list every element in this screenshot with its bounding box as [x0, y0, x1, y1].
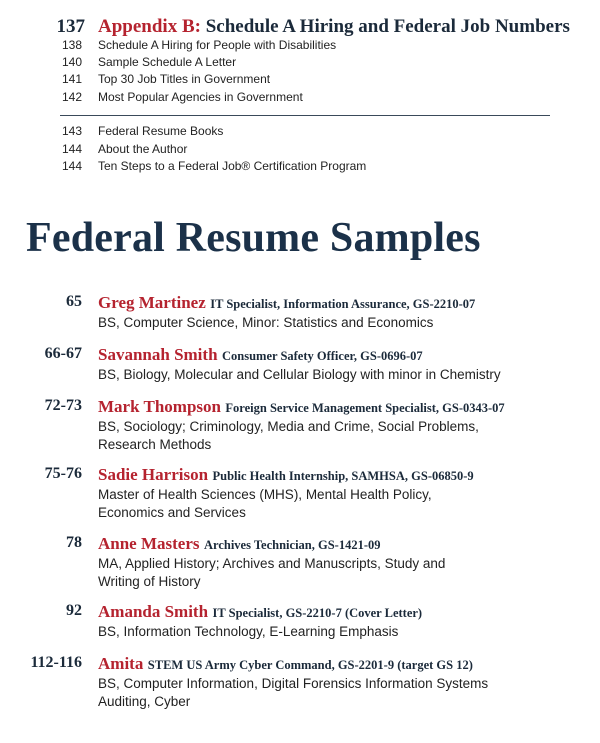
entry-job-title: STEM US Army Cyber Command, GS-2201-9 (target GS 12): [147, 658, 473, 672]
entry-heading: [98, 602, 422, 622]
entry-description: BS, Computer Information, Digital Forensics Information Systems Auditing, Cyber: [98, 676, 489, 709]
toc-item-page: 143: [61, 124, 82, 138]
toc-item-page: 144: [61, 142, 82, 156]
entry-description: BS, Computer Science, Minor: Statistics and Economics: [98, 315, 434, 330]
toc-item[interactable]: [0, 55, 600, 71]
toc-item-text: Federal Resume Books: [98, 124, 224, 138]
entry-page-number: 65: [66, 293, 82, 310]
toc-item[interactable]: [0, 159, 600, 175]
entry-page-number: 75-76: [44, 465, 82, 482]
entry-name: Amanda Smith: [98, 602, 209, 621]
toc-item-page: 141: [61, 72, 82, 86]
entry-heading: [98, 534, 381, 554]
entry-description: BS, Biology, Molecular and Cellular Biology with minor in Chemistry: [98, 367, 501, 382]
toc-item-page: 140: [61, 55, 82, 69]
entry-name: Sadie Harrison: [98, 465, 209, 484]
toc-item-page: 142: [61, 90, 82, 104]
appendix-title-prefix: Appendix B:: [98, 16, 201, 37]
entry-heading: [98, 345, 423, 365]
toc-item[interactable]: [0, 90, 600, 106]
entry-name: Anne Masters: [98, 534, 200, 553]
appendix-heading[interactable]: [0, 14, 600, 38]
toc-item[interactable]: [0, 124, 600, 140]
entry-page-number: 72-73: [44, 397, 82, 414]
toc-item-text: Top 30 Job Titles in Government: [98, 72, 271, 86]
appendix-page-number: 137: [56, 16, 85, 37]
toc-item-page: 138: [61, 38, 82, 52]
entry-heading: [98, 397, 505, 417]
toc-item-text: Sample Schedule A Letter: [98, 55, 237, 69]
toc-item[interactable]: [0, 72, 600, 88]
toc-item-text: Most Popular Agencies in Government: [98, 90, 303, 104]
entry-page-number: 66-67: [44, 345, 82, 362]
section-title: Federal Resume Samples: [26, 215, 481, 261]
entry-job-title: Foreign Service Management Specialist, GS-0343-07: [225, 401, 505, 415]
entry-job-title: IT Specialist, GS-2210-7 (Cover Letter): [212, 606, 423, 620]
entry-page-number: 112-116: [30, 654, 82, 671]
entry-name: Mark Thompson: [98, 397, 221, 416]
toc-item[interactable]: [0, 38, 600, 54]
entry-job-title: IT Specialist, Information Assurance, GS-2210-07: [210, 297, 476, 311]
entry-description: BS, Information Technology, E-Learning Emphasis: [98, 624, 399, 639]
toc-item-text: Ten Steps to a Federal Job® Certification Program: [98, 159, 367, 173]
appendix-title-rest: Schedule A Hiring and Federal Job Numbers: [200, 16, 570, 37]
entry-name: Savannah Smith: [98, 345, 218, 364]
entry-job-title: Consumer Safety Officer, GS-0696-07: [221, 349, 423, 363]
entry-heading: [98, 465, 474, 485]
section-divider: [60, 115, 550, 116]
entry-name: Amita: [98, 654, 144, 673]
toc-item-text: Schedule A Hiring for People with Disabilities: [98, 38, 337, 52]
entry-page-number: 92: [66, 602, 82, 619]
entry-heading: [98, 654, 473, 674]
entry-job-title: Public Health Internship, SAMHSA, GS-06850-9: [212, 469, 474, 483]
toc-item-page: 144: [61, 159, 82, 173]
entry-heading: [98, 293, 475, 313]
entry-description: BS, Sociology; Criminology, Media and Crime, Social Problems, Research Methods: [98, 419, 479, 452]
appendix-title: [98, 16, 570, 38]
entry-name: Greg Martinez: [98, 293, 206, 312]
entry-description: MA, Applied History; Archives and Manuscripts, Study and Writing of History: [98, 556, 446, 589]
entry-job-title: Archives Technician, GS-1421-09: [203, 538, 381, 552]
entry-page-number: 78: [66, 534, 82, 551]
entry-description: Master of Health Sciences (MHS), Mental Health Policy, Economics and Services: [98, 487, 432, 520]
toc-item[interactable]: [0, 142, 600, 158]
toc-item-text: About the Author: [98, 142, 188, 156]
